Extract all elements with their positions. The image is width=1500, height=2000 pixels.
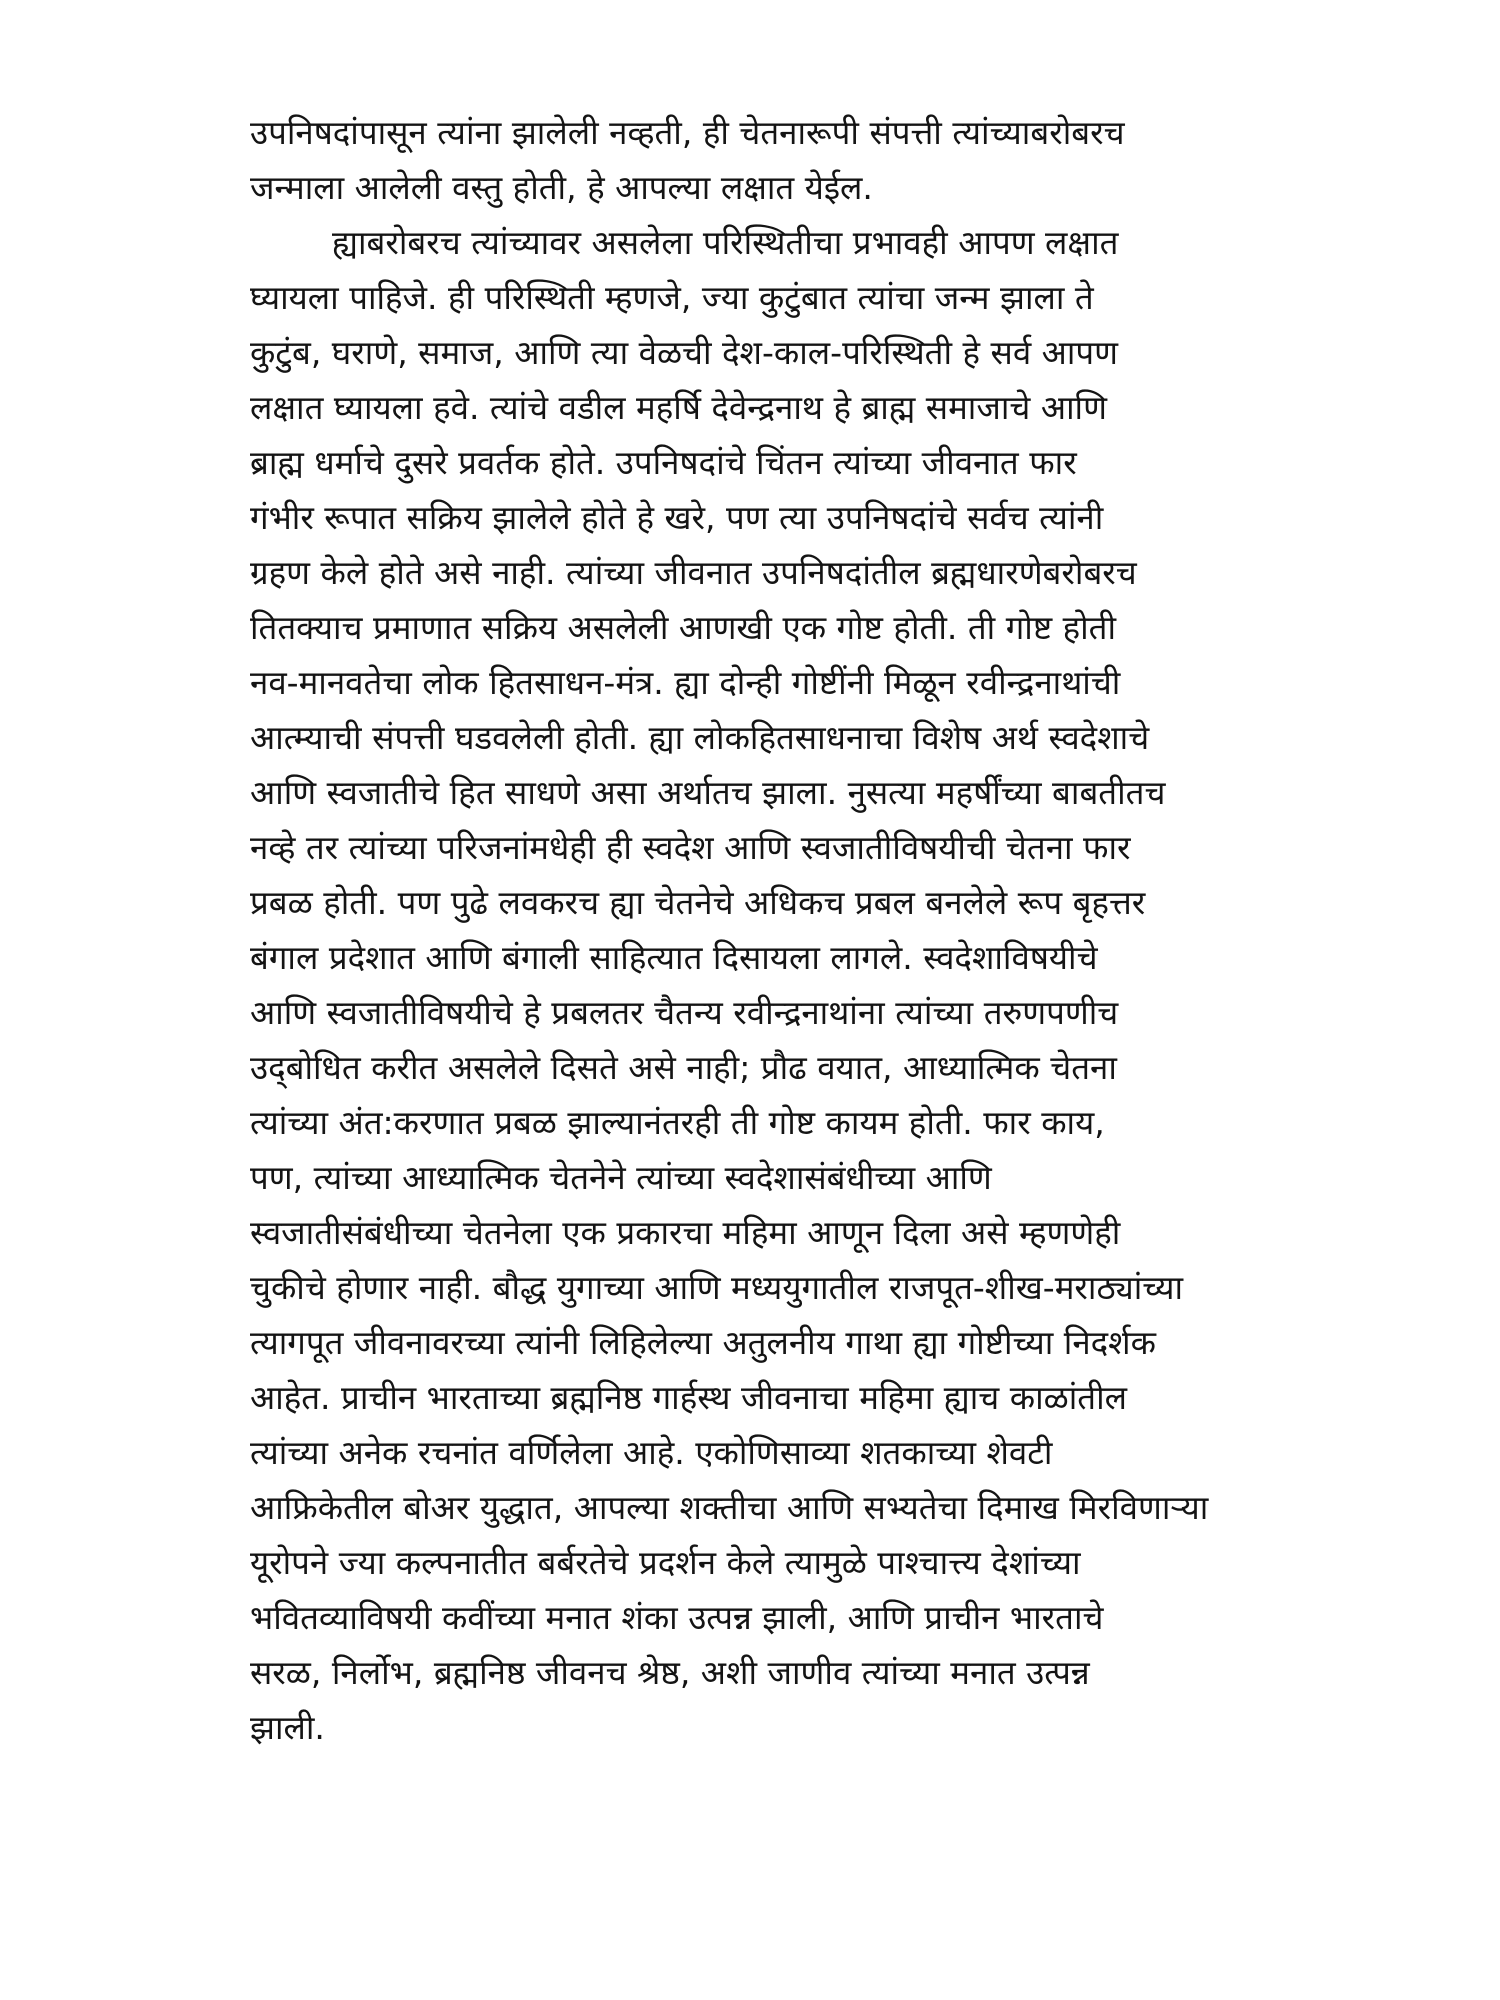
text-line: कुटुंब, घराणे, समाज, आणि त्या वेळची देश-काल-परिस्थिती हे सर्व आपण <box>250 333 1119 372</box>
text-line: यूरोपने ज्या कल्पनातीत बर्बरतेचे प्रदर्शन केले त्यामुळे पाश्चात्त्य देशांच्या <box>250 1543 1081 1582</box>
text-line: घ्यायला पाहिजे. ही परिस्थिती म्हणजे, ज्या कुटुंबात त्यांचा जन्म झाला ते <box>250 278 1094 317</box>
text-line: उद्‌बोधित करीत असलेले दिसते असे नाही; प्रौढ वयात, आध्यात्मिक चेतना <box>250 1048 1117 1087</box>
text-line: स्वजातीसंबंधीच्या चेतनेला एक प्रकारचा महिमा आणून दिला असे म्हणणेही <box>250 1213 1121 1252</box>
text-line: आफ्रिकेतील बोअर युद्धात, आपल्या शक्तीचा आणि सभ्यतेचा दिमाख मिरविणाऱ्या <box>250 1488 1209 1527</box>
text-line: तितक्याच प्रमाणात सक्रिय असलेली आणखी एक गोष्ट होती. ती गोष्ट होती <box>250 608 1117 647</box>
text-line: जन्माला आलेली वस्तु होती, हे आपल्या लक्षात येईल. <box>250 168 873 207</box>
text-line <box>250 1755 1270 1810</box>
body-text <box>250 105 1270 1810</box>
text-line: आणि स्वजातीविषयीचे हे प्रबलतर चैतन्य रवीन्द्रनाथांना त्यांच्या तरुणपणीच <box>250 993 1119 1032</box>
text-line: त्यांच्या अनेक रचनांत वर्णिलेला आहे. एकोणिसाव्या शतकाच्या शेवटी <box>250 1433 1053 1472</box>
text-line: पण, त्यांच्या आध्यात्मिक चेतनेने त्यांच्या स्वदेशासंबंधीच्या आणि <box>250 1158 992 1197</box>
text-line: सरळ, निर्लोभ, ब्रह्मनिष्ठ जीवनच श्रेष्ठ, अशी जाणीव त्यांच्या मनात उत्पन्न <box>250 1653 1090 1692</box>
text-line: नव्हे तर त्यांच्या परिजनांमधेही ही स्वदेश आणि स्वजातीविषयीची चेतना फार <box>250 828 1131 867</box>
text-line: नव-मानवतेचा लोक हितसाधन-मंत्र. ह्या दोन्ही गोष्टींनी मिळून रवीन्द्रनाथांची <box>250 663 1121 702</box>
text-line: आत्म्याची संपत्ती घडवलेली होती. ह्या लोकहितसाधनाचा विशेष अर्थ स्वदेशाचे <box>250 718 1150 757</box>
text-line: त्यांच्या अंत:करणात प्रबळ झाल्यानंतरही ती गोष्ट कायम होती. फार काय, <box>250 1103 1105 1142</box>
text-line: आणि स्वजातीचे हित साधणे असा अर्थातच झाला. नुसत्या महर्षींच्या बाबतीतच <box>250 773 1166 812</box>
text-line: बंगाल प्रदेशात आणि बंगाली साहित्यात दिसायला लागले. स्वदेशाविषयीचे <box>250 938 1098 977</box>
text-line: ग्रहण केले होते असे नाही. त्यांच्या जीवनात उपनिषदांतील ब्रह्मधारणेबरोबरच <box>250 553 1137 592</box>
text-line: झाली. <box>250 1708 325 1747</box>
text-line: ब्राह्म धर्माचे दुसरे प्रवर्तक होते. उपनिषदांचे चिंतन त्यांच्या जीवनात फार <box>250 443 1077 482</box>
paragraph-first-line: ह्याबरोबरच त्यांच्यावर असलेला परिस्थितीचा प्रभावही आपण लक्षात <box>332 223 1119 262</box>
text-line: त्यागपूत जीवनावरच्या त्यांनी लिहिलेल्या अतुलनीय गाथा ह्या गोष्टीच्या निदर्शक <box>250 1323 1156 1362</box>
text-line: चुकीचे होणार नाही. बौद्ध युगाच्या आणि मध्ययुगातील राजपूत-शीख-मराठ्यांच्या <box>250 1268 1184 1307</box>
text-line: लक्षात घ्यायला हवे. त्यांचे वडील महर्षि देवेन्द्रनाथ हे ब्राह्म समाजाचे आणि <box>250 388 1107 427</box>
text-line: आहेत. प्राचीन भारताच्या ब्रह्मनिष्ठ गार्हस्थ जीवनाचा महिमा ह्याच काळांतील <box>250 1378 1128 1417</box>
text-line: भवितव्याविषयी कवींच्या मनात शंका उत्पन्न झाली, आणि प्राचीन भारताचे <box>250 1598 1104 1637</box>
text-line: उपनिषदांपासून त्यांना झालेली नव्हती, ही चेतनारूपी संपत्ती त्यांच्याबरोबरच <box>250 113 1125 152</box>
text-line: गंभीर रूपात सक्रिय झालेले होते हे खरे, पण त्या उपनिषदांचे सर्वच त्यांनी <box>250 498 1104 537</box>
text-line: प्रबळ होती. पण पुढे लवकरच ह्या चेतनेचे अधिकच प्रबल बनलेले रूप बृहत्तर <box>250 883 1146 922</box>
